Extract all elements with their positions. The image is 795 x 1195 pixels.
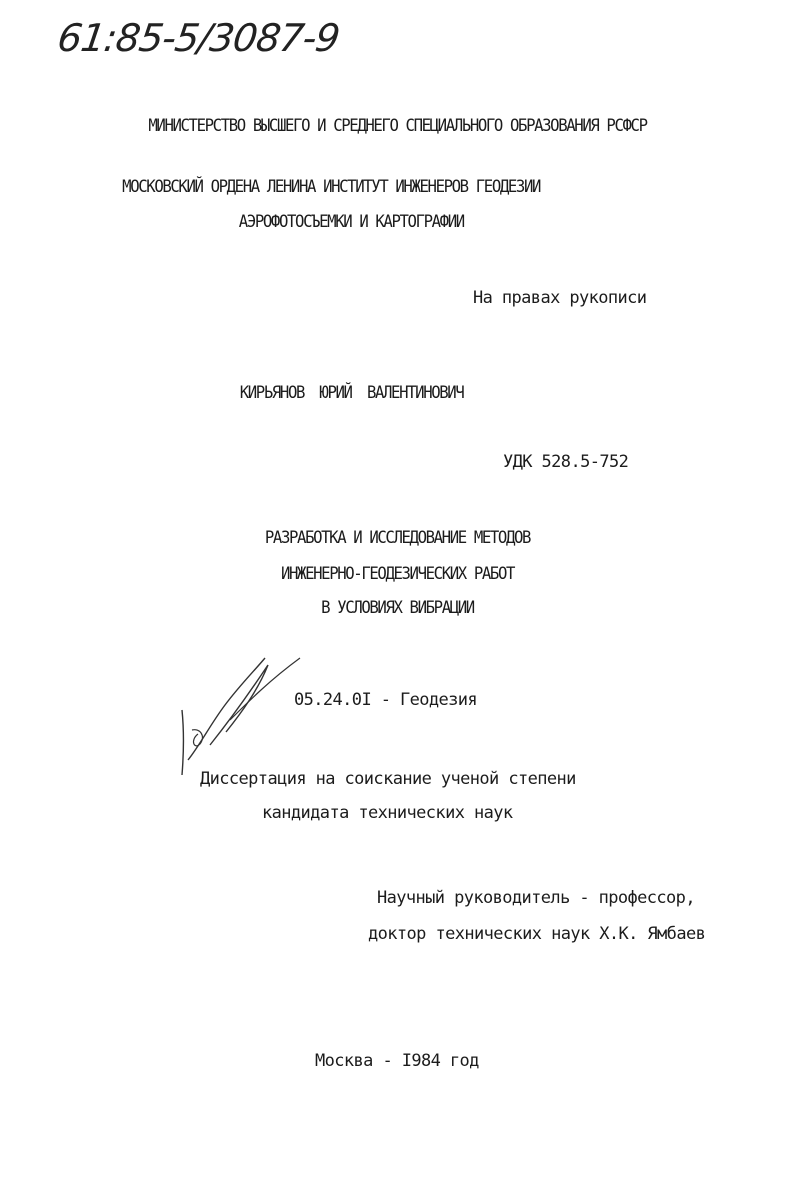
signature-mark	[170, 650, 310, 780]
manuscript-rights: На правах рукописи	[473, 288, 647, 308]
title-line-2: ИНЖЕНЕРНО-ГЕОДЕЗИЧЕСКИХ РАБОТ	[280, 564, 515, 584]
supervisor-line-1: Научный руководитель - профессор,	[377, 888, 695, 908]
ministry-line: МИНИСТЕРСТВО ВЫСШЕГО И СРЕДНЕГО СПЕЦИАЛЬНОГО ОБРАЗОВАНИЯ РСФСР	[148, 116, 647, 136]
degree-line-1: Диссертация на соискание ученой степени	[200, 769, 576, 789]
supervisor-line-2: доктор технических наук Х.К. Ямбаев	[368, 924, 706, 944]
handwritten-archive-number: 61:85-5/3087-9	[54, 16, 342, 60]
udc-code: УДК 528.5-752	[503, 452, 629, 472]
title-line-1: РАЗРАБОТКА И ИССЛЕДОВАНИЕ МЕТОДОВ	[264, 528, 531, 548]
institute-line-1: МОСКОВСКИЙ ОРДЕНА ЛЕНИНА ИНСТИТУТ ИНЖЕНЕРОВ ГЕОДЕЗИИ	[122, 177, 541, 197]
degree-line-2: кандидата технических наук	[262, 803, 513, 823]
institute-line-2: АЭРОФОТОСЪЕМКИ И КАРТОГРАФИИ	[238, 212, 464, 232]
title-line-3: В УСЛОВИЯХ ВИБРАЦИИ	[321, 598, 474, 618]
place-and-year: Москва - I984 год	[315, 1051, 479, 1071]
specialty-code: 05.24.0I - Геодезия	[294, 690, 478, 710]
author-name: КИРЬЯНОВ ЮРИЙ ВАЛЕНТИНОВИЧ	[239, 383, 464, 403]
